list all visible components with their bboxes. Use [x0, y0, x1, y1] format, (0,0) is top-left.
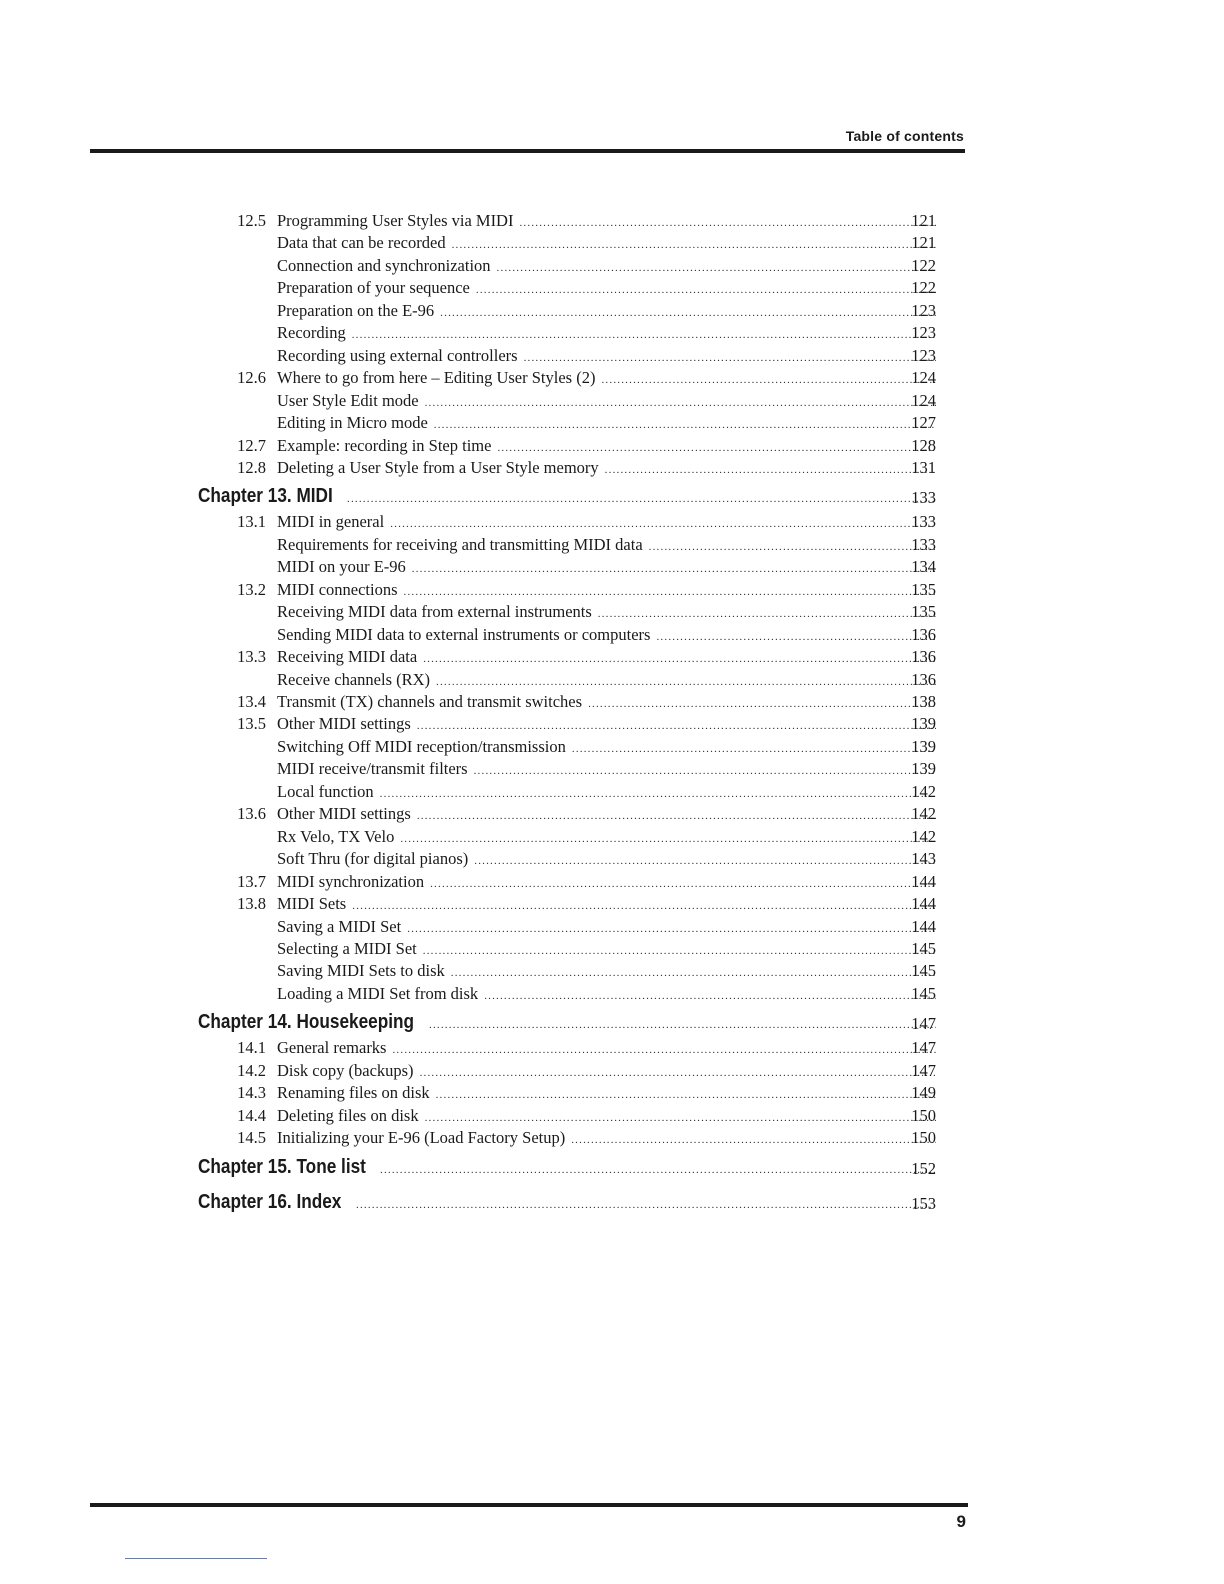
toc-subsection-entry[interactable]: Preparation of your sequence ..... 122 [0, 277, 1224, 299]
dot-leader [497, 437, 936, 459]
toc-section-number: 13.5 [237, 714, 266, 734]
toc-section-number: 14.4 [237, 1105, 266, 1125]
toc-subsection-entry[interactable]: User Style Edit mode ..... 124 [0, 390, 1224, 412]
dot-leader [352, 324, 936, 346]
toc-section-entry[interactable]: 14.4 Deleting files on disk ..... 150 [0, 1105, 1224, 1127]
dot-leader [412, 558, 936, 580]
toc-entry-title: Receive channels (RX) [277, 669, 431, 689]
dot-leader [423, 648, 936, 670]
dot-leader [407, 918, 936, 940]
dot-leader [417, 715, 936, 737]
toc-section-number: 14.3 [237, 1083, 266, 1103]
toc-entry-title: MIDI synchronization [277, 871, 425, 891]
toc-section-entry[interactable]: 13.1 MIDI in general ..... 133 [0, 511, 1224, 533]
toc-chapter-title [198, 1153, 380, 1182]
dot-leader [352, 895, 936, 917]
toc-section-entry[interactable]: 13.6 Other MIDI settings ..... 142 [0, 803, 1224, 825]
toc-subsection-entry[interactable]: Preparation on the E-96 ..... 123 [0, 300, 1224, 322]
toc-chapter-entry[interactable]: Chapter 13. MIDI ..... 133 [0, 482, 1224, 510]
toc-chapter-label: Chapter 16. Index [198, 1190, 342, 1213]
bottom-rule [90, 1503, 968, 1507]
toc-entry-title: Recording using external controllers [277, 345, 518, 365]
dot-leader [440, 302, 936, 324]
dot-leader [423, 940, 936, 962]
toc-entry-title: Switching Off MIDI reception/transmission [277, 736, 566, 756]
toc-entry-title: MIDI in general [277, 512, 385, 532]
toc-entry-title: Renaming files on disk [277, 1083, 430, 1103]
toc-entry-title: Rx Velo, TX Velo [277, 826, 395, 846]
toc-subsection-entry[interactable]: Saving MIDI Sets to disk ..... 145 [0, 960, 1224, 982]
dot-leader [649, 536, 936, 558]
toc-chapter-entry[interactable]: Chapter 14. Housekeeping ..... 147 [0, 1008, 1224, 1036]
toc-section-number: 12.8 [237, 457, 266, 477]
toc-section-entry[interactable]: 13.2 MIDI connections ..... 135 [0, 579, 1224, 601]
toc-section-number: 13.7 [237, 871, 266, 891]
toc-subsection-entry[interactable]: Sending MIDI data to external instruments or computers ..... 136 [0, 624, 1224, 646]
dot-leader [436, 671, 936, 693]
toc-entry-title: Programming User Styles via MIDI [277, 211, 514, 230]
toc-subsection-entry[interactable]: Recording ..... 123 [0, 322, 1224, 344]
dot-leader [605, 459, 936, 481]
dot-leader [452, 234, 936, 256]
toc-entry-title: Data that can be recorded [277, 233, 446, 253]
dot-leader [434, 414, 936, 436]
toc-entry-title: Sending MIDI data to external instruments or computers [277, 624, 651, 644]
dot-leader [380, 783, 936, 805]
toc-section-number: 13.3 [237, 647, 266, 667]
toc-subsection-entry[interactable]: Requirements for receiving and transmitting MIDI data ..... 133 [0, 534, 1224, 556]
toc-subsection-entry[interactable]: Rx Velo, TX Velo ..... 142 [0, 826, 1224, 848]
toc-entry-title: MIDI connections [277, 579, 398, 599]
toc-section-entry[interactable]: 14.2 Disk copy (backups) ..... 147 [0, 1060, 1224, 1082]
top-rule [90, 149, 965, 153]
toc-subsection-entry[interactable]: Recording using external controllers ..... 123 [0, 345, 1224, 367]
toc-entry-title: MIDI Sets [277, 894, 347, 914]
dot-leader [572, 738, 936, 760]
dot-leader [356, 1191, 936, 1219]
dot-leader [601, 369, 936, 391]
toc-section-number: 13.2 [237, 579, 266, 599]
toc-subsection-entry[interactable]: Data that can be recorded ..... 121 [0, 232, 1224, 254]
dot-leader [429, 1011, 936, 1039]
dot-leader [425, 1107, 936, 1129]
dot-leader [392, 1039, 936, 1061]
toc-entry-title: Other MIDI settings [277, 804, 411, 824]
dot-leader [347, 485, 936, 513]
toc-section-number: 14.2 [237, 1060, 266, 1080]
toc-section-number: 12.5 [237, 211, 266, 230]
toc-chapter-title [198, 1188, 356, 1217]
dot-leader [420, 1062, 936, 1084]
toc-entry-title: Connection and synchronization [277, 255, 491, 275]
toc-section-entry[interactable]: 13.3 Receiving MIDI data ..... 136 [0, 646, 1224, 668]
dot-leader [404, 581, 936, 603]
toc-section-entry[interactable]: 14.5 Initializing your E-96 (Load Factory Setup) ..... 150 [0, 1127, 1224, 1149]
toc-entry-title: Recording [277, 323, 346, 343]
toc-chapter-label: Chapter 14. Housekeeping [198, 1011, 415, 1034]
toc-entry-title: Deleting a User Style from a User Style memory [277, 457, 599, 477]
toc-chapter-entry[interactable]: Chapter 15. Tone list ..... 152 [0, 1153, 1224, 1181]
toc-section-entry[interactable]: 14.1 General remarks ..... 147 [0, 1037, 1224, 1059]
toc-entry-title: Deleting files on disk [277, 1105, 419, 1125]
toc-entry-title: Other MIDI settings [277, 714, 411, 734]
dot-leader [598, 603, 936, 625]
toc-entry-title: Initializing your E-96 (Load Factory Setup) [277, 1128, 566, 1148]
toc-subsection-entry[interactable]: Saving a MIDI Set ..... 144 [0, 916, 1224, 938]
dot-leader [497, 257, 936, 279]
toc-entry-title: Receiving MIDI data from external instruments [277, 602, 592, 622]
toc-entry-title: Where to go from here – Editing User Styles (2) [277, 368, 596, 388]
dot-leader [436, 1084, 936, 1106]
toc-chapter-entry[interactable]: Chapter 16. Index ..... 153 [0, 1188, 1224, 1216]
dot-leader [588, 693, 936, 715]
running-header: Table of contents [845, 128, 964, 144]
toc-chapter-title [198, 1008, 429, 1037]
toc-section-entry[interactable]: 12.7 Example: recording in Step time ..... 128 [0, 435, 1224, 457]
toc-entry-title: Soft Thru (for digital pianos) [277, 849, 469, 869]
toc-subsection-entry[interactable]: Editing in Micro mode ..... 127 [0, 412, 1224, 434]
toc-entry-title: Saving MIDI Sets to disk [277, 961, 445, 981]
dot-leader [484, 985, 936, 1007]
toc-entry-title: Editing in Micro mode [277, 413, 428, 433]
toc-section-number: 13.1 [237, 512, 266, 532]
dot-leader [476, 279, 936, 301]
dot-leader [451, 962, 936, 984]
toc-section-number: 12.7 [237, 435, 266, 455]
toc-section-entry[interactable]: 14.3 Renaming files on disk ..... 149 [0, 1082, 1224, 1104]
toc-section-entry[interactable]: 13.7 MIDI synchronization ..... 144 [0, 871, 1224, 893]
toc-section-number: 14.1 [237, 1038, 266, 1058]
toc-entry-title: Saving a MIDI Set [277, 916, 402, 936]
toc-entry-title: Preparation on the E-96 [277, 300, 435, 320]
toc-entry-title: Requirements for receiving and transmitting MIDI data [277, 534, 643, 554]
toc-subsection-entry[interactable]: Loading a MIDI Set from disk ..... 145 [0, 983, 1224, 1005]
toc-entry-title: Preparation of your sequence [277, 278, 470, 298]
toc-subsection-entry[interactable]: MIDI on your E-96 ..... 134 [0, 556, 1224, 578]
toc-section-entry[interactable]: 13.5 Other MIDI settings ..... 139 [0, 713, 1224, 735]
dot-leader [474, 850, 936, 872]
toc-chapter-label: Chapter 13. MIDI [198, 485, 333, 508]
toc-entry-title: General remarks [277, 1038, 387, 1058]
dot-leader [571, 1129, 936, 1151]
toc-section-entry[interactable]: 13.4 Transmit (TX) channels and transmit switches ..... 138 [0, 691, 1224, 713]
toc-entry-title: Loading a MIDI Set from disk [277, 983, 479, 1003]
toc-chapter-title [198, 482, 347, 511]
toc-entry-title: Transmit (TX) channels and transmit switches [277, 692, 583, 711]
dot-leader [425, 392, 936, 414]
toc-chapter-label: Chapter 15. Tone list [198, 1155, 366, 1178]
toc-subsection-entry[interactable]: Receiving MIDI data from external instruments ..... 135 [0, 601, 1224, 623]
toc-entry-title: MIDI on your E-96 [277, 557, 406, 577]
dot-leader [524, 347, 936, 369]
toc-section-number: 13.4 [237, 692, 266, 711]
toc-entry-title: Disk copy (backups) [277, 1060, 414, 1080]
toc-entry-title: MIDI receive/transmit filters [277, 759, 468, 779]
dot-leader [430, 873, 936, 895]
toc-section-entry[interactable]: 13.8 MIDI Sets ..... 144 [0, 893, 1224, 915]
dot-leader [400, 828, 936, 850]
toc-section-number: 14.5 [237, 1128, 266, 1148]
toc-section-entry[interactable]: 12.5 Programming User Styles via MIDI ..... 121 [0, 210, 1224, 232]
dot-leader [519, 212, 936, 234]
toc-subsection-entry[interactable]: Receive channels (RX) ..... 136 [0, 669, 1224, 691]
toc-entry-title: Selecting a MIDI Set [277, 938, 417, 958]
dot-leader [417, 805, 936, 827]
toc-entry-title: Receiving MIDI data [277, 647, 418, 667]
toc-section-number: 13.6 [237, 804, 266, 824]
toc-subsection-entry[interactable]: MIDI receive/transmit filters ..... 139 [0, 758, 1224, 780]
toc-subsection-entry[interactable]: Local function ..... 142 [0, 781, 1224, 803]
dot-leader [474, 760, 936, 782]
toc-section-number: 13.8 [237, 894, 266, 914]
toc-entry-title: Example: recording in Step time [277, 435, 492, 455]
toc-entry-title: User Style Edit mode [277, 390, 419, 410]
link-underline [125, 1558, 267, 1559]
toc-subsection-entry[interactable]: Selecting a MIDI Set ..... 145 [0, 938, 1224, 960]
dot-leader [390, 513, 936, 535]
toc-section-entry[interactable]: 12.8 Deleting a User Style from a User Style memory ..... 131 [0, 457, 1224, 479]
toc-subsection-entry[interactable]: Soft Thru (for digital pianos) ..... 143 [0, 848, 1224, 870]
dot-leader [656, 626, 936, 648]
dot-leader [380, 1156, 936, 1184]
toc-section-entry[interactable]: 12.6 Where to go from here – Editing User Styles (2) ..... 124 [0, 367, 1224, 389]
toc-entry-title: Local function [277, 781, 374, 801]
toc-subsection-entry[interactable]: Connection and synchronization ..... 122 [0, 255, 1224, 277]
toc-subsection-entry[interactable]: Switching Off MIDI reception/transmission ..... 139 [0, 736, 1224, 758]
page-number: 9 [956, 1512, 966, 1531]
toc-section-number: 12.6 [237, 368, 266, 388]
